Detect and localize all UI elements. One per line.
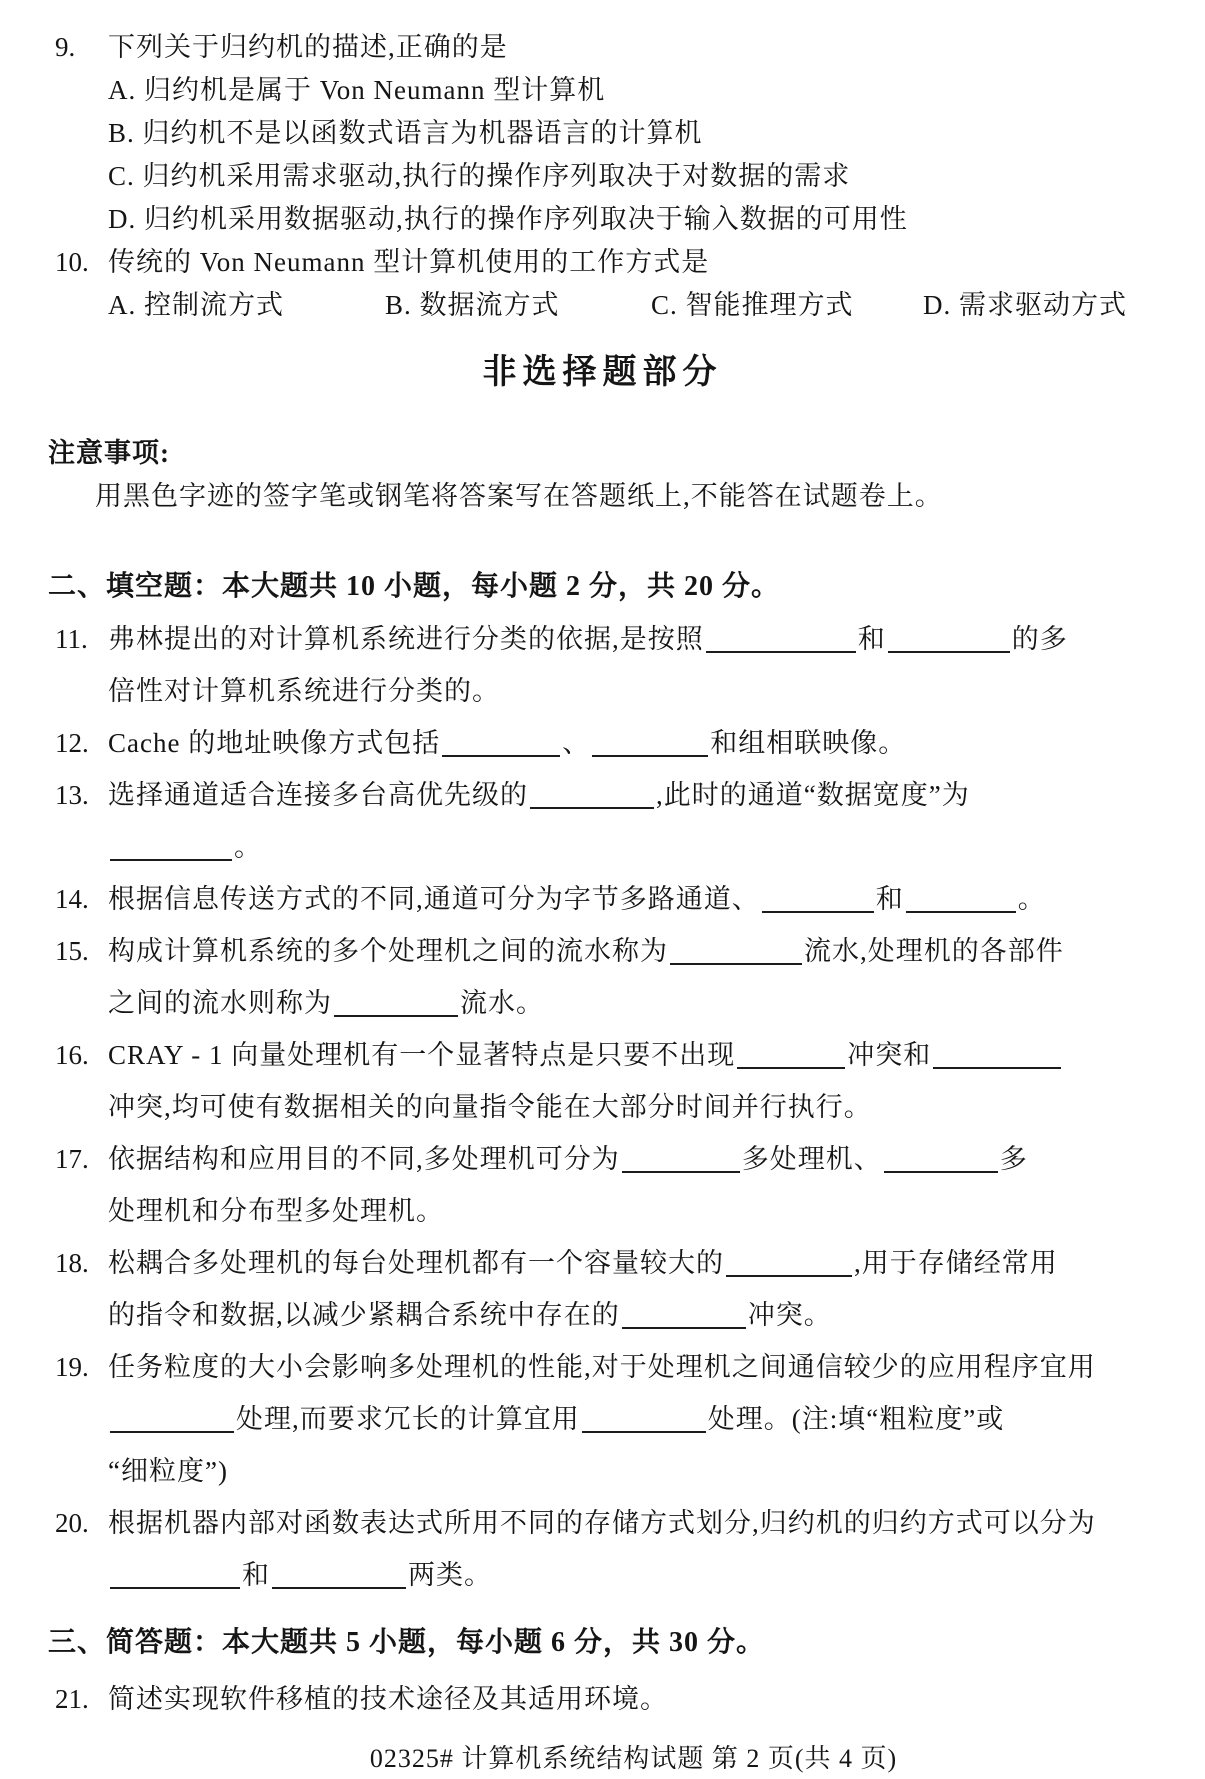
choice-options-row [108,284,1205,327]
question-text: 处理机和分布型多处理机。 [108,1196,444,1226]
question-line [108,1133,1205,1185]
question-number: 10. [55,247,89,277]
question-line [108,1341,1205,1393]
question-text: 简述实现软件移植的技术途径及其适用环境。 [108,1684,668,1714]
non-choice-section-heading: 非选择题部分 [482,354,723,391]
fill-in-question [0,613,1205,717]
question-line [108,1185,1205,1237]
answer-blank [737,1065,845,1069]
choice-option: D. 归约机采用数据驱动,执行的操作序列取决于输入数据的可用性 [108,204,908,234]
question-text: 、 [562,728,591,758]
question-line [108,717,1205,769]
short-answer-section-heading: 三、简答题：本大题共 5 小题，每小题 6 分，共 30 分。 [48,1627,766,1658]
question-body [108,1029,1205,1133]
choice-option: C. 归约机采用需求驱动,执行的操作序列取决于对数据的需求 [108,161,851,191]
question-number: 12. [55,728,89,758]
choice-option: A. 归约机是属于 Von Neumann 型计算机 [108,75,606,105]
question-number: 20. [55,1508,89,1538]
answer-blank [334,1013,458,1017]
question-body [108,26,1205,241]
question-body [108,1133,1205,1237]
question-line [108,925,1205,977]
fill-in-question [0,1341,1205,1497]
answer-blank [888,649,1010,653]
question-text: 冲突,均可使有数据相关的向量指令能在大部分时间并行执行。 [108,1092,872,1122]
question-line [108,613,1205,665]
question-line [108,1237,1205,1289]
question-text: 流水,处理机的各部件 [804,936,1064,966]
question-text: 和 [242,1560,270,1590]
fill-in-question [0,1237,1205,1341]
question-body [108,717,1205,769]
question-line [108,1029,1205,1081]
answer-blank [592,753,708,757]
question-stem: 下列关于归约机的描述,正确的是 [108,32,508,62]
answer-blank [110,1429,234,1433]
fill-in-question [0,769,1205,873]
question-line [108,821,1205,873]
answer-blank [442,753,560,757]
answer-blank [762,909,874,913]
question-line [108,769,1205,821]
question-text: 根据信息传送方式的不同,通道可分为字节多路通道、 [108,884,760,914]
answer-blank [110,857,232,861]
fill-in-question [0,1029,1205,1133]
short-answer-questions [0,1673,1205,1725]
choice-question [0,241,1205,327]
answer-blank [706,649,856,653]
question-text: 构成计算机系统的多个处理机之间的流水称为 [108,936,668,966]
question-line [108,665,1205,717]
question-number: 13. [55,780,89,810]
answer-blank [933,1065,1061,1069]
question-body [108,873,1205,925]
fill-in-questions [0,613,1205,1601]
question-text: 两类。 [408,1560,492,1590]
question-text: 松耦合多处理机的每台处理机都有一个容量较大的 [108,1248,724,1278]
question-line [108,1549,1205,1601]
question-text: “细粒度”) [108,1456,228,1486]
question-body [108,241,1205,327]
question-body [108,1497,1205,1601]
question-stem: 传统的 Von Neumann 型计算机使用的工作方式是 [108,247,710,277]
notice-block [0,433,1205,519]
short-answer-question [0,1673,1205,1725]
question-text: 倍性对计算机系统进行分类的。 [108,676,500,706]
question-body [108,613,1205,717]
multiple-choice-section [0,26,1205,327]
question-number: 15. [55,936,89,966]
answer-blank [622,1325,746,1329]
notice-body: 用黑色字迹的签字笔或钢笔将答案写在答题纸上,不能答在试题卷上。 [95,481,943,511]
question-text: 冲突。 [747,1300,832,1330]
answer-blank [906,909,1016,913]
question-text: 多 [999,1144,1028,1174]
question-text: 冲突和 [847,1040,932,1070]
question-text: 选择通道适合连接多台高优先级的 [108,780,528,810]
question-line [108,1497,1205,1549]
fill-in-question [0,1133,1205,1237]
question-text: ,用于存储经常用 [854,1248,1058,1278]
answer-blank [272,1585,406,1589]
answer-blank [622,1169,740,1173]
question-text: 。 [234,832,262,862]
question-number: 19. [55,1352,89,1382]
question-body [108,1341,1205,1497]
notice-title: 注意事项: [48,438,170,468]
question-number: 17. [55,1144,89,1174]
question-line [108,873,1205,925]
question-text: 流水。 [460,988,544,1018]
question-line [108,977,1205,1029]
question-text: 依据结构和应用目的不同,多处理机可分为 [108,1144,620,1174]
question-body [108,769,1205,873]
question-text: 处理。(注:填“粗粒度”或 [707,1404,1005,1434]
choice-option: B. 归约机不是以函数式语言为机器语言的计算机 [108,118,703,148]
choice-option: C. 智能推理方式 [651,290,854,320]
answer-blank [726,1273,852,1277]
answer-blank [582,1429,706,1433]
answer-blank [110,1585,240,1589]
question-text: 的多 [1011,624,1068,654]
question-body [108,1237,1205,1341]
question-number: 9. [55,32,76,62]
choice-option: D. 需求驱动方式 [923,290,1127,320]
page-footer: 02325# 计算机系统结构试题 第 2 页(共 4 页) [369,1744,898,1773]
fill-in-section-heading: 二、填空题：本大题共 10 小题，每小题 2 分，共 20 分。 [48,571,781,602]
question-text: 弗林提出的对计算机系统进行分类的依据,是按照 [108,624,704,654]
question-text: 任务粒度的大小会影响多处理机的性能,对于处理机之间通信较少的应用程序宜用 [108,1352,1096,1382]
fill-in-question [0,873,1205,925]
question-number: 14. [55,884,89,914]
question-number: 11. [55,624,88,654]
choice-question [0,26,1205,241]
question-body [108,925,1205,1029]
question-text: 的指令和数据,以减少紧耦合系统中存在的 [108,1300,620,1330]
question-line [108,1081,1205,1133]
question-text: Cache 的地址映像方式包括 [108,728,441,758]
question-text: 和组相联映像。 [710,728,907,758]
question-text: 和 [875,884,904,914]
question-text: 多处理机、 [741,1144,882,1174]
question-line [108,1445,1205,1497]
question-line [108,1289,1205,1341]
question-body [108,1673,1205,1725]
question-text: CRAY - 1 向量处理机有一个显著特点是只要不出现 [108,1040,736,1070]
question-text: ,此时的通道“数据宽度”为 [656,780,970,810]
answer-blank [884,1169,998,1173]
choice-option: B. 数据流方式 [385,290,560,320]
choice-option: A. 控制流方式 [108,290,284,320]
question-text: 。 [1017,884,1046,914]
question-text: 处理,而要求冗长的计算宜用 [236,1404,580,1434]
question-text: 根据机器内部对函数表达式所用不同的存储方式划分,归约机的归约方式可以分为 [108,1508,1096,1538]
question-line [108,1393,1205,1445]
answer-blank [670,961,802,965]
question-number: 16. [55,1040,89,1070]
question-number: 21. [55,1684,89,1714]
question-text: 和 [857,624,886,654]
question-number: 18. [55,1248,89,1278]
fill-in-question [0,717,1205,769]
fill-in-question [0,1497,1205,1601]
fill-in-question [0,925,1205,1029]
question-text: 之间的流水则称为 [108,988,332,1018]
answer-blank [530,805,654,809]
